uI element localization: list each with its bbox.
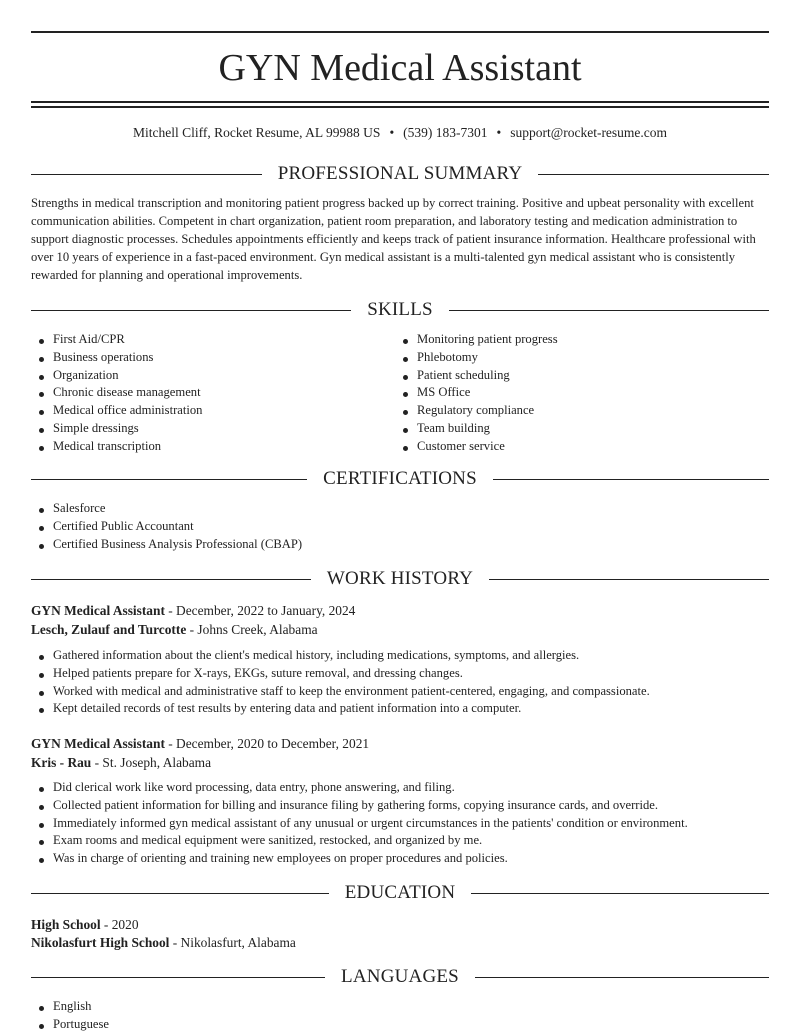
job-employer: Lesch, Zulauf and Turcotte: [31, 622, 187, 637]
job-title-line: [31, 601, 769, 620]
education-degree: High School: [31, 917, 101, 932]
job-title: GYN Medical Assistant: [31, 603, 165, 618]
skill-item: Simple dressings: [31, 420, 391, 438]
heading-rule: [31, 479, 307, 480]
heading-rule: [493, 479, 769, 480]
heading-rule: [31, 174, 262, 175]
job-location: - Johns Creek, Alabama: [186, 622, 318, 637]
section-title: EDUCATION: [344, 882, 456, 903]
skill-item: Chronic disease management: [31, 384, 391, 402]
heading-rule: [471, 893, 769, 894]
job-title-line: [31, 734, 769, 753]
education-year: - 2020: [100, 917, 139, 932]
job-dates: - December, 2022 to January, 2024: [164, 603, 356, 618]
section-heading-summary: [31, 162, 769, 186]
heading-rule: [538, 174, 769, 175]
job-employer: Kris - Rau: [31, 755, 92, 770]
title-divider-upper: [31, 101, 769, 103]
title-divider-lower: [31, 106, 769, 108]
contact-address: Mitchell Cliff, Rocket Resume, AL 99988 US: [132, 125, 381, 140]
job-location: - St. Joseph, Alabama: [91, 755, 212, 770]
skill-item: Team building: [395, 420, 765, 438]
summary-paragraph: Strengths in medical transcription and monitoring patient progress backed up by correct training. Positive and upbeat personality with excellent communication abilities. Competent in chart organization, patient room preparation, and laboratory testing and medication administration to support diagnostic processes. Schedules appointments efficiently and keeps track of patient insurance information. Healthcare professional with over 10 years of experience in a fast-paced environment. Gyn medical assistant is a multi-talented gyn medical assistant who is consistently rewarded for planning and operational improvements.: [31, 196, 756, 282]
skill-item: First Aid/CPR: [31, 331, 391, 349]
skill-item: Organization: [31, 367, 391, 385]
duty-item: Immediately informed gyn medical assistant of any unusual or urgent circumstances in the patients' condition or environment.: [31, 815, 769, 833]
duty-item: Gathered information about the client's medical history, including medications, symptoms, and allergies.: [31, 647, 769, 665]
language-item: Portuguese: [31, 1016, 769, 1034]
job-title: GYN Medical Assistant: [31, 736, 165, 751]
section-title: SKILLS: [367, 299, 433, 320]
resume-title: GYN Medical Assistant: [218, 47, 582, 89]
duty-item: Worked with medical and administrative staff to keep the environment patient-centered, engaging, and compassionate.: [31, 683, 769, 701]
top-divider: [31, 31, 769, 33]
skill-item: Patient scheduling: [395, 367, 765, 385]
job-duties-list: [31, 779, 769, 868]
heading-rule: [31, 579, 311, 580]
section-title: LANGUAGES: [341, 966, 459, 987]
contact-separator: •: [389, 125, 395, 140]
heading-rule: [31, 310, 351, 311]
heading-rule: [449, 310, 769, 311]
skill-item: Monitoring patient progress: [395, 331, 765, 349]
section-title: WORK HISTORY: [326, 568, 474, 589]
skill-item: Medical transcription: [31, 438, 391, 456]
duty-item: Kept detailed records of test results by entering data and patient information into a computer.: [31, 700, 769, 718]
skill-item: Medical office administration: [31, 402, 391, 420]
heading-rule: [31, 893, 329, 894]
section-heading-education: [31, 881, 769, 905]
heading-rule: [31, 977, 325, 978]
certifications-list: [31, 500, 769, 553]
education-location: - Nikolasfurt, Alabama: [169, 935, 296, 950]
duty-item: Helped patients prepare for X-rays, EKGs, suture removal, and dressing changes.: [31, 665, 769, 683]
skills-list-left: [31, 331, 391, 456]
education-degree-line: [31, 915, 769, 934]
language-item: English: [31, 998, 769, 1016]
languages-list: [31, 998, 769, 1034]
duty-item: Exam rooms and medical equipment were sanitized, restocked, and organized by me.: [31, 832, 769, 850]
certification-item: Certified Business Analysis Professional (CBAP): [31, 536, 769, 554]
section-heading-certifications: [31, 467, 769, 491]
education-school: Nikolasfurt High School: [31, 935, 170, 950]
duty-item: Collected patient information for billing and insurance filing by gathering forms, copying insurance cards, and override.: [31, 797, 769, 815]
skill-item: Business operations: [31, 349, 391, 367]
job-duties-list: [31, 647, 769, 718]
heading-rule: [489, 579, 769, 580]
section-heading-work: [31, 567, 769, 591]
duty-item: Did clerical work like word processing, data entry, phone answering, and filing.: [31, 779, 769, 797]
skill-item: Customer service: [395, 438, 765, 456]
contact-separator: •: [496, 125, 502, 140]
job-employer-line: [31, 753, 769, 772]
contact-email: support@rocket-resume.com: [510, 125, 668, 140]
skill-item: Phlebotomy: [395, 349, 765, 367]
contact-line: [31, 123, 769, 143]
certification-item: Salesforce: [31, 500, 769, 518]
heading-rule: [475, 977, 769, 978]
section-heading-languages: [31, 965, 769, 989]
job-employer-line: [31, 620, 769, 639]
skill-item: MS Office: [395, 384, 765, 402]
section-heading-skills: [31, 298, 769, 322]
job-dates: - December, 2020 to December, 2021: [164, 736, 370, 751]
education-school-line: [31, 933, 769, 952]
skill-item: Regulatory compliance: [395, 402, 765, 420]
contact-phone: (539) 183-7301: [403, 125, 488, 140]
section-title: PROFESSIONAL SUMMARY: [277, 163, 523, 184]
certification-item: Certified Public Accountant: [31, 518, 769, 536]
duty-item: Was in charge of orienting and training new employees on proper procedures and policies.: [31, 850, 769, 868]
skills-list-right: [395, 331, 765, 456]
section-title: CERTIFICATIONS: [323, 468, 477, 489]
